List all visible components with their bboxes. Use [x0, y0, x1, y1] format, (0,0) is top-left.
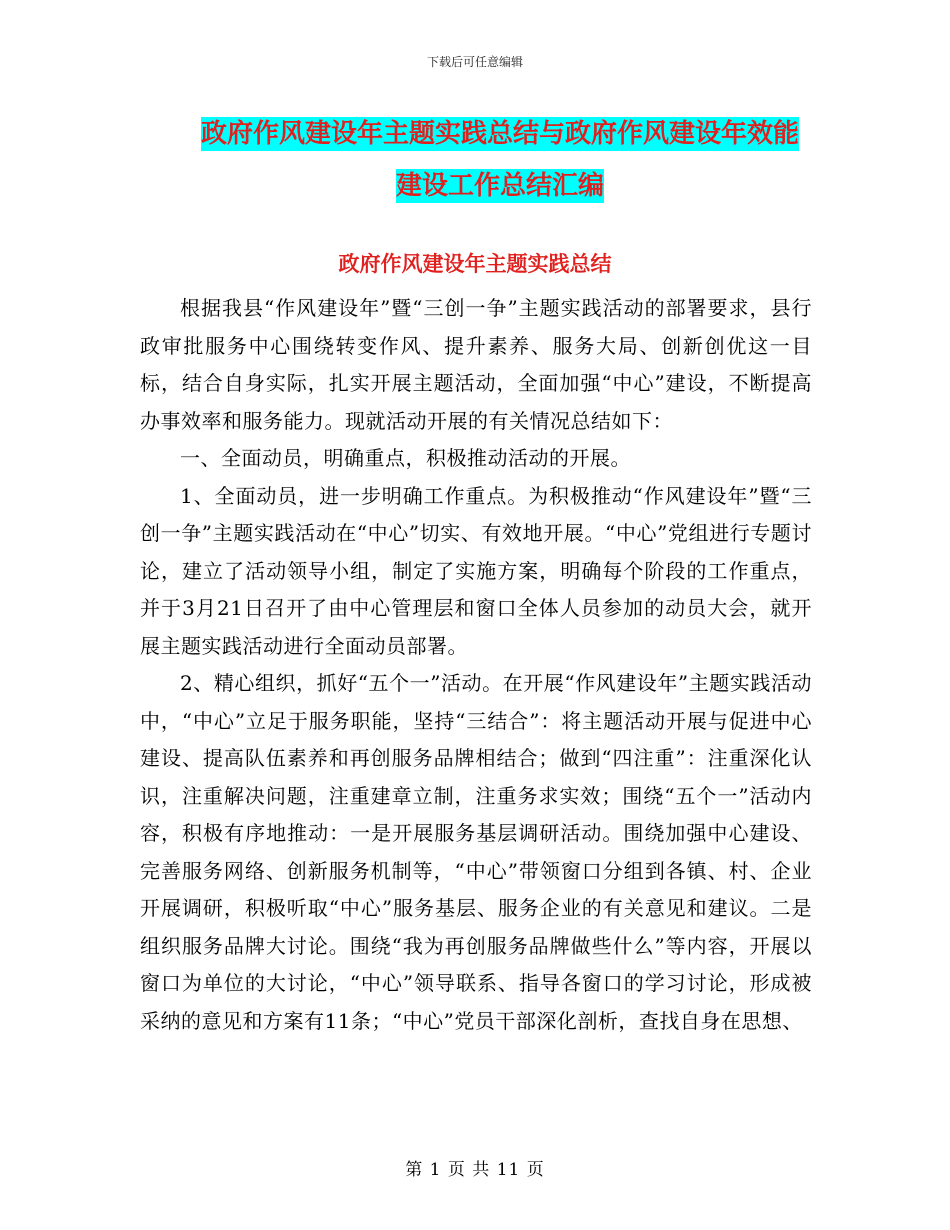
title-line-2: 建设工作总结汇编: [395, 171, 604, 201]
document-title: [140, 108, 860, 212]
section-title: 政府作风建设年主题实践总结: [338, 251, 612, 276]
page-footer: 第 1 页 共 11 页: [405, 1160, 545, 1180]
body-text: [140, 290, 812, 1040]
paragraph: 根据我县“作风建设年”暨“三创一争”主题实践活动的部署要求，县行政审批服务中心围绕转变作风、提升素养、服务大局、创新创优这一目标，结合自身实际，扎实开展主题活动，全面加强“中心”建设，不断提高办事效率和服务能力。现就活动开展的有关情况总结如下：: [140, 296, 812, 433]
paragraph: 2、精心组织，抓好“五个一”活动。在开展“作风建设年”主题实践活动中，“中心”立足于服务职能，坚持“三结合”：将主题活动开展与促进中心建设、提高队伍素养和再创服务品牌相结合；做到“四注重”：注重深化认识，注重解决问题，注重建章立制，注重务求实效；围绕“五个一”活动内容，积极有序地推动：一是开展服务基层调研活动。围绕加强中心建设、完善服务网络、创新服务机制等，“中心”带领窗口分组到各镇、村、企业开展调研，积极听取“中心”服务基层、服务企业的有关意见和建议。二是组织服务品牌大讨论。围绕“我为再创服务品牌做些什么”等内容，开展以窗口为单位的大讨论，“中心”领导联系、指导各窗口的学习讨论，形成被采纳的意见和方案有11条；“中心”党员干部深化剖析，查找自身在思想、: [140, 671, 812, 1033]
header-note: 下载后可任意编辑: [426, 55, 523, 69]
title-line-1: 政府作风建设年主题实践总结与政府作风建设年效能: [200, 119, 799, 149]
paragraph: 1、全面动员，进一步明确工作重点。为积极推动“作风建设年”暨“三创一争”主题实践活动在“中心”切实、有效地开展。“中心”党组进行专题讨论，建立了活动领导小组，制定了实施方案，明确每个阶段的工作重点，并于3月21日召开了由中心管理层和窗口全体人员参加的动员大会，就开展主题实践活动进行全面动员部署。: [140, 483, 812, 658]
paragraph: 一、全面动员，明确重点，积极推动活动的开展。: [180, 446, 631, 470]
